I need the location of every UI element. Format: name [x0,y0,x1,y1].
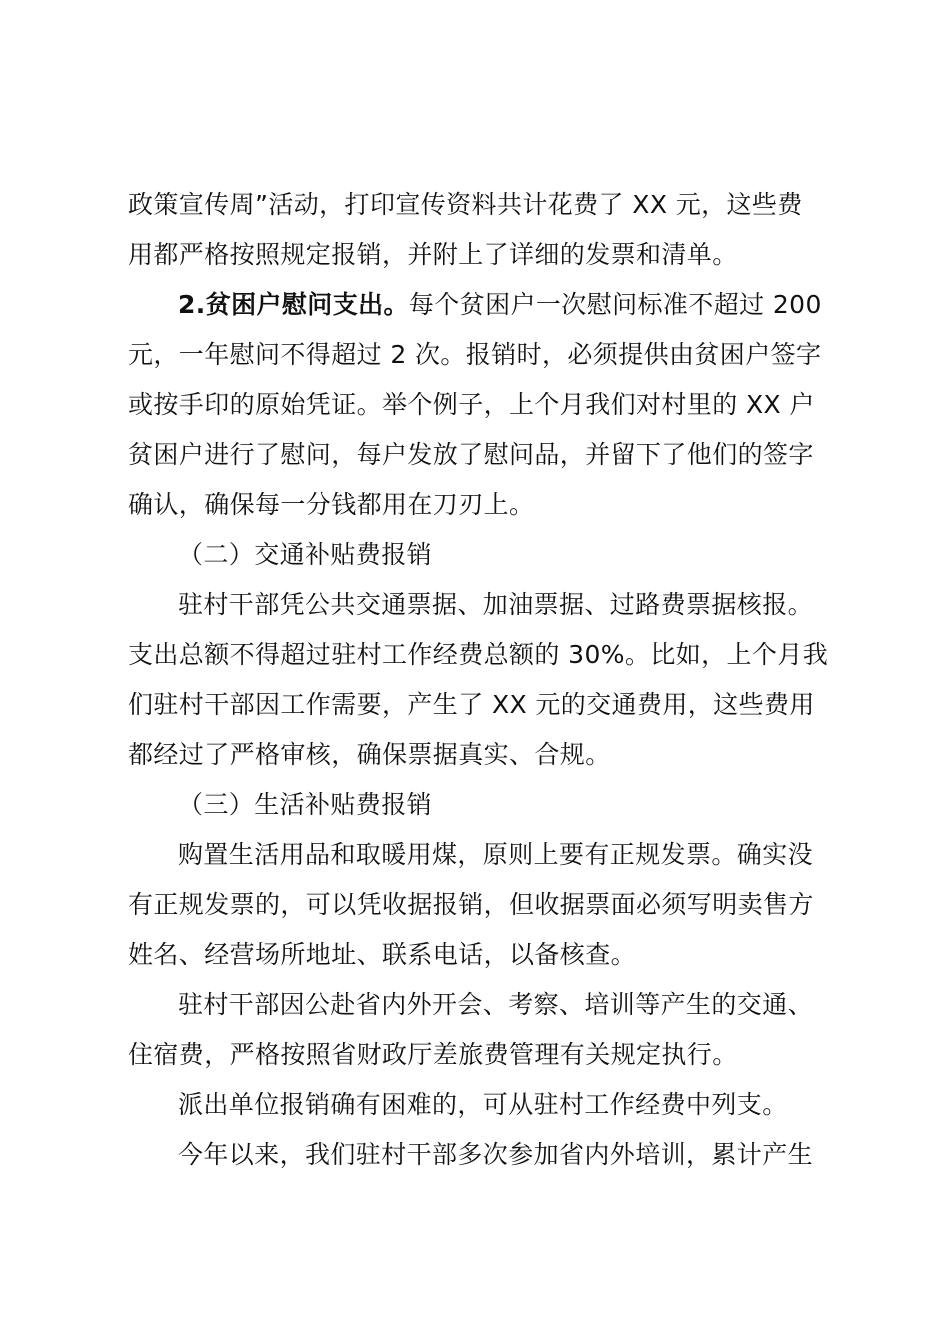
text-line: 支出总额不得超过驻村工作经费总额的 30%。比如，上个月我 [128,640,829,669]
text-line: 贫困户进行了慰问，每户发放了慰问品，并留下了他们的签字 [128,440,814,469]
paragraph-heading-line [178,288,888,322]
text-line: 们驻村干部因工作需要，产生了 XX 元的交通费用，这些费用 [128,690,815,719]
text-line: 今年以来，我们驻村干部多次参加省内外培训，累计产生 [178,1140,814,1169]
text-line: 都经过了严格审核，确保票据真实、合规。 [128,740,611,769]
text-line: 有正规发票的，可以凭收据报销，但收据票面必须写明卖售方 [128,890,814,919]
text-line: 政策宣传周”活动，打印宣传资料共计花费了 XX 元，这些费 [128,190,803,219]
text-line: 驻村干部因公赴省内外开会、考察、培训等产生的交通、 [178,990,814,1019]
text-line: 住宿费，严格按照省财政厅差旅费管理有关规定执行。 [128,1040,738,1069]
text-line: 确认，确保每一分钱都用在刀刃上。 [128,490,535,519]
text-line: 或按手印的原始凭证。举个例子，上个月我们对村里的 XX 户 [128,390,815,419]
text-line: 驻村干部凭公共交通票据、加油票据、过路费票据核报。 [178,590,814,619]
text-line: 购置生活用品和取暖用煤，原则上要有正规发票。确实没 [178,840,814,869]
section-heading: （三）生活补贴费报销 [178,790,433,819]
text-line: 元，一年慰问不得超过 2 次。报销时，必须提供由贫困户签字 [128,340,822,369]
text-line: 姓名、经营场所地址、联系电话，以备核查。 [128,940,637,969]
text-line: 用都严格按照规定报销，并附上了详细的发票和清单。 [128,240,738,269]
inline-text: 每个贫困户一次慰问标准不超过 200 [408,290,822,319]
section-heading: （二）交通补贴费报销 [178,540,433,569]
inline-heading: 2.贫困户慰问支出。 [178,290,409,319]
text-line: 派出单位报销确有困难的，可从驻村工作经费中列支。 [178,1090,788,1119]
